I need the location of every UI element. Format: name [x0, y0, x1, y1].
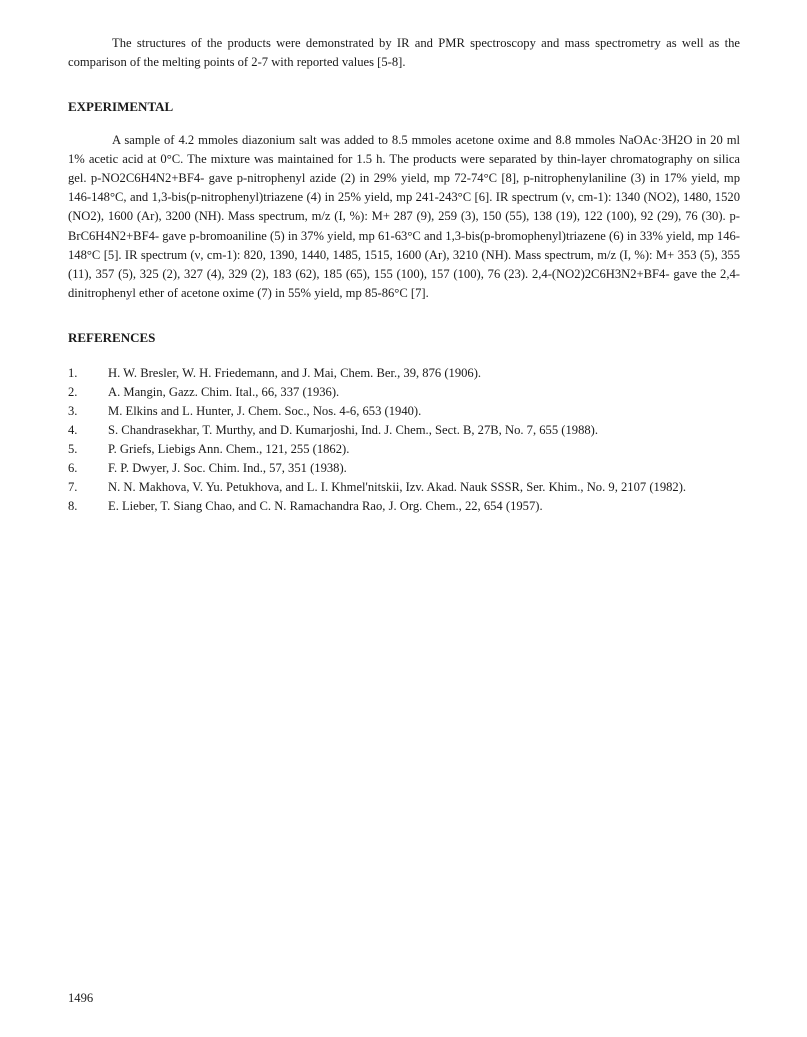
reference-text: A. Mangin, Gazz. Chim. Ital., 66, 337 (1936). — [108, 384, 340, 399]
reference-text: N. N. Makhova, V. Yu. Petukhova, and L. I. Khmel'nitskii, Izv. Akad. Nauk SSSR, Ser. Khim., No. 9, 2107 (1982). — [108, 479, 687, 494]
reference-text: M. Elkins and L. Hunter, J. Chem. Soc., Nos. 4-6, 653 (1940). — [108, 403, 422, 418]
reference-number: 2. — [68, 384, 78, 399]
reference-number: 1. — [68, 365, 78, 380]
page-number: 1496 — [68, 991, 94, 1005]
reference-text: S. Chandrasekhar, T. Murthy, and D. Kumarjoshi, Ind. J. Chem., Sect. B, 27B, No. 7, 655 (1988). — [108, 422, 599, 437]
reference-item — [68, 440, 740, 459]
reference-number: 4. — [68, 422, 78, 437]
reference-item — [68, 497, 740, 516]
references-heading: REFERENCES — [68, 330, 156, 346]
reference-item — [68, 364, 740, 383]
reference-item — [68, 383, 740, 402]
reference-number: 7. — [68, 479, 78, 494]
experimental-paragraph: A sample of 4.2 mmoles diazonium salt was added to 8.5 mmoles acetone oxime and 8.8 mmoles NaOAc·3H2O in 20 ml 1% acetic acid at 0°C. The mixture was maintained for 1.5 h. The products were separated by thin-layer chromatography on silica gel. p-NO2C6H4N2+BF4- gave p-nitrophenyl azide (2) in 29% yield, mp 72-74°C [8], p-nitrophenylaniline (3) in 17% yield, mp 146-148°C, and 1,3-bis(p-nitrophenyl)triazene (4) in 25% yield, mp 241-243°C [6]. IR spectrum (ν, cm-1): 1340 (NO2), 1480, 1520 (NO2), 1600 (Ar), 3200 (NH). Mass spectrum, m/z (I, %): M+ 287 (9), 259 (3), 150 (55), 138 (19), 122 (100), 92 (29), 76 (30). p-BrC6H4N2+BF4- gave p-bromoaniline (5) in 37% yield, mp 61-63°C and 1,3-bis(p-bromophenyl)triazene (6) in 33% yield, mp 146-148°C [5]. IR spectrum (ν, cm-1): 820, 1390, 1440, 1485, 1515, 1600 (Ar), 3210 (NH). Mass spectrum, m/z (I, %): M+ 353 (5), 355 (11), 357 (5), 325 (2), 327 (4), 329 (2), 183 (62), 185 (65), 155 (100), 157 (100), 76 (23). 2,4-(NO2)2C6H3N2+BF4- gave the 2,4-dinitrophenyl ether of acetone oxime (7) in 55% yield, mp 85-86°C [7]. — [68, 132, 740, 301]
paper-page — [68, 34, 740, 516]
reference-list — [68, 364, 740, 516]
reference-text: P. Griefs, Liebigs Ann. Chem., 121, 255 (1862). — [108, 441, 350, 456]
reference-number: 5. — [68, 441, 78, 456]
reference-item — [68, 459, 740, 478]
reference-number: 6. — [68, 460, 78, 475]
reference-item — [68, 402, 740, 421]
reference-number: 8. — [68, 498, 78, 513]
reference-text: E. Lieber, T. Siang Chao, and C. N. Ramachandra Rao, J. Org. Chem., 22, 654 (1957). — [108, 498, 543, 513]
intro-paragraph: The structures of the products were demonstrated by IR and PMR spectroscopy and mass spectrometry as well as the comparison of the melting points of 2-7 with reported values [5-8]. — [68, 36, 740, 70]
reference-text: H. W. Bresler, W. H. Friedemann, and J. Mai, Chem. Ber., 39, 876 (1906). — [108, 365, 482, 380]
reference-text: F. P. Dwyer, J. Soc. Chim. Ind., 57, 351 (1938). — [108, 460, 347, 475]
reference-item — [68, 478, 740, 497]
reference-item — [68, 421, 740, 440]
experimental-heading: EXPERIMENTAL — [68, 99, 174, 115]
reference-number: 3. — [68, 403, 78, 418]
